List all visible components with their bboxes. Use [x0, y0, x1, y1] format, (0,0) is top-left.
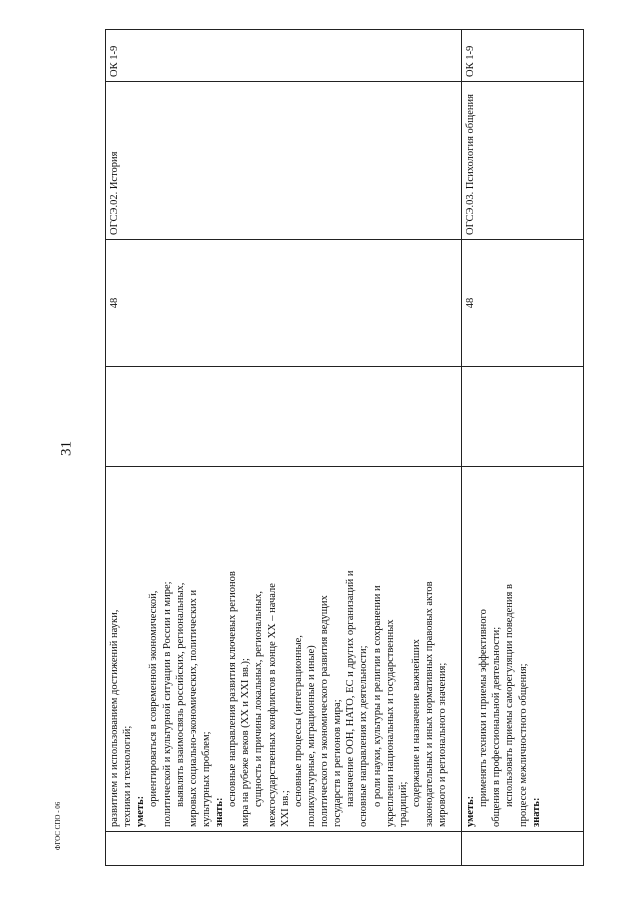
content-line: политического и экономического развития ведущих	[319, 595, 330, 827]
section-heading: знать:	[214, 797, 225, 827]
table-row	[462, 30, 584, 866]
content-line: выявлять взаимосвязь российских, региональных,	[174, 582, 186, 807]
table-row	[106, 30, 462, 866]
content-line: политической и культурной ситуации в России и мире;	[161, 581, 173, 827]
discipline-cell: ОГСЭ.03. Психология общения	[462, 82, 584, 240]
content-line: использовать приемы саморегуляции поведения в	[504, 584, 516, 807]
content-cell	[106, 467, 462, 832]
content-line: мира на рубеже веков (XX и XXI вв.);	[240, 658, 252, 827]
discipline-cell: ОГСЭ.02. История	[106, 82, 462, 240]
content-line: основные направления их деятельности;	[358, 645, 370, 827]
curriculum-table	[105, 29, 584, 866]
footer-code: ФГОС СПО - 06	[54, 801, 62, 851]
content-line: содержание и назначение важнейших	[410, 639, 422, 807]
content-line: применять техники и приемы эффективного	[478, 609, 490, 807]
content-line: мировых социально-экономических, политических и	[187, 589, 199, 827]
content-line: основные процессы (интеграционные,	[292, 635, 304, 807]
section-heading: знать:	[530, 797, 542, 827]
content-line: сущность и причины локальных, региональных,	[253, 590, 265, 807]
table-body	[106, 30, 584, 866]
index-cell	[462, 832, 584, 866]
content-line: укреплении национальных и государственных	[384, 619, 396, 827]
content-line: о роли науки, культуры и религии в сохранении и	[371, 585, 383, 807]
page-number: 31	[58, 441, 75, 456]
content-line: законодательных и иных нормативных правовых актов	[424, 581, 435, 827]
content-line: мирового и регионального значения;	[437, 662, 449, 827]
content-cell	[462, 467, 584, 832]
content-line: ориентироваться в современной экономической,	[148, 590, 160, 807]
content-line: традиций;	[397, 781, 409, 827]
index-cell	[106, 832, 462, 866]
blank-cell	[106, 367, 462, 467]
content-line: основные направления развития ключевых регионов	[227, 571, 239, 807]
content-line: межгосударственных конфликтов в конце XX – начале	[266, 583, 278, 827]
hours-cell: 48	[106, 240, 462, 367]
content-line: процессе межличностного общения;	[517, 663, 529, 827]
content-lines	[108, 471, 449, 827]
competence-cell: ОК 1-9	[106, 30, 462, 82]
blank-cell	[462, 367, 584, 467]
content-line: XXI вв.;	[279, 790, 291, 827]
section-heading: уметь:	[135, 795, 147, 827]
content-line: государств и регионов мира;	[332, 699, 344, 827]
content-line: поликультурные, миграционные и иные)	[305, 645, 317, 827]
content-line: общения в профессиональной деятельности;	[491, 626, 503, 827]
competence-cell: ОК 1-9	[462, 30, 584, 82]
content-line: развитием и использованием достижений науки,	[109, 609, 120, 827]
content-line: культурных проблем;	[200, 731, 212, 827]
content-line: назначение ООН, НАТО, ЕС и других организаций и	[345, 570, 357, 807]
content-lines	[464, 471, 543, 827]
section-heading: уметь:	[465, 795, 476, 827]
content-line: техники и технологий;	[122, 725, 134, 827]
hours-cell: 48	[462, 240, 584, 367]
curriculum-table-container	[105, 30, 583, 866]
